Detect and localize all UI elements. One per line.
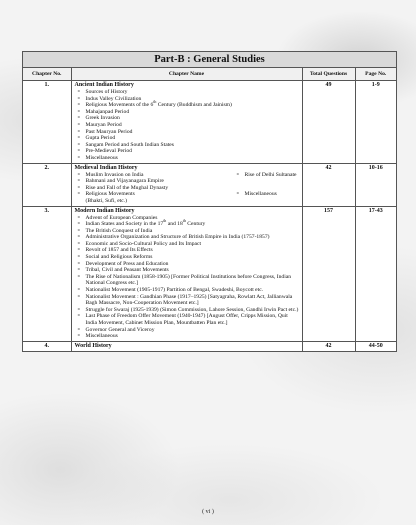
list-item: » Struggle for Swaraj (1925-1939) (Simon Commission, Lahore Session, Gandhi Irwin Pact etc.) xyxy=(75,307,299,314)
list-item: » Governor General and Viceroy xyxy=(75,327,299,334)
list-item: » Indus Valley Civilization xyxy=(75,96,299,103)
list-item: » Nationalist Movement : Gandhian Phase (1917–1925) [Satyagraha, Rowlatt Act, Jallianwala Bagh Massacre, Non-Cooperation Movement etc.] xyxy=(75,294,299,307)
chapter-title: Medieval Indian History xyxy=(74,164,138,171)
list-item: » Rise and Fall of the Mughal Dynasty xyxy=(75,185,299,192)
topic-list xyxy=(75,89,299,162)
list-item: » Pre-Medieval Period xyxy=(75,148,299,155)
list-item: » Social and Religious Reforms xyxy=(75,254,299,261)
list-item: » Rise of Delhi Sultanate xyxy=(234,172,297,179)
list-item: » Religious Movements of the 6th Century (Buddhism and Jainism) xyxy=(75,102,299,109)
list-item: » Religious Movements xyxy=(75,191,234,198)
page-range: 44-50 xyxy=(355,341,396,351)
list-item: » Nationalist Movement (1905-1917) Partition of Bengal, Swadeshi, Boycott etc. xyxy=(75,287,299,294)
topic-pair xyxy=(75,172,299,179)
list-item: » Miscellaneous xyxy=(75,155,299,162)
list-item: » Development of Press and Education xyxy=(75,261,299,268)
list-item: » The Rise of Nationalism (1858-1905) [Former Political Institutions before Congress, Indian National Congress etc.] xyxy=(75,274,299,287)
chapter-cell xyxy=(71,341,302,351)
chapter-no: 2. xyxy=(23,163,71,206)
list-item: » Sangam Period and South Indian States xyxy=(75,142,299,149)
list-item: » Muslim Invasion on India xyxy=(75,172,234,179)
chapter-cell xyxy=(71,163,302,206)
table-row xyxy=(23,81,396,164)
table-row xyxy=(23,163,396,206)
list-item: » Tribal, Civil and Peasant Movements xyxy=(75,267,299,274)
total-questions: 157 xyxy=(302,206,355,341)
chapter-title: World History xyxy=(74,342,112,349)
chapter-no: 4. xyxy=(23,341,71,351)
chapter-cell xyxy=(71,206,302,341)
chapter-title: Modern Indian History xyxy=(74,207,135,214)
topic-list xyxy=(75,215,299,340)
list-item: » Mahajanpad Period xyxy=(75,109,299,116)
table-row xyxy=(23,341,396,351)
list-item: » Miscellaneous xyxy=(234,191,277,198)
list-item: » Indian States and Society in the 17th and 18th Century xyxy=(75,221,299,228)
page-range: 17-43 xyxy=(355,206,396,341)
table-row xyxy=(23,206,396,341)
chapter-table xyxy=(23,68,396,351)
total-questions: 49 xyxy=(302,81,355,164)
chapter-no: 3. xyxy=(23,206,71,341)
page-number: ( vi ) xyxy=(202,509,214,515)
list-item: » Mauryan Period xyxy=(75,122,299,129)
page-range: 10-16 xyxy=(355,163,396,206)
list-item: » Sources of History xyxy=(75,89,299,96)
list-item: » Economic and Socio-Cultural Policy and Its Impact xyxy=(75,241,299,248)
header-chapter-name: Chapter Name xyxy=(71,68,302,81)
list-item: » Administrative Organization and Structure of British Empire in India (1757-1857) xyxy=(75,234,299,241)
page-range: 1-9 xyxy=(355,81,396,164)
chapter-title: Ancient Indian History xyxy=(74,82,134,88)
chapter-cell xyxy=(71,81,302,164)
total-questions: 42 xyxy=(302,163,355,206)
list-item: » The British Conquest of India xyxy=(75,228,299,235)
list-item: » Greek Invasion xyxy=(75,115,299,122)
contents-table xyxy=(22,51,397,352)
list-item: » Miscellaneous xyxy=(75,333,299,340)
topic-pair xyxy=(75,191,299,198)
list-item: » Advent of European Companies xyxy=(75,215,299,222)
total-questions: 42 xyxy=(302,341,355,351)
list-item: » Bahmani and Vijayanagara Empire xyxy=(75,178,299,185)
header-row xyxy=(23,68,396,81)
header-total-questions: Total Questions xyxy=(302,68,355,81)
list-item: » Gupta Period xyxy=(75,135,299,142)
header-page-no: Page No. xyxy=(355,68,396,81)
list-item: » Past Mauryan Period xyxy=(75,129,299,136)
list-item: » Revolt of 1857 and Its Effects xyxy=(75,247,299,254)
table-title: Part-B : General Studies xyxy=(23,52,396,68)
topic-list xyxy=(75,172,299,205)
header-chapter-no: Chapter No. xyxy=(23,68,71,81)
list-item: » Last Phase of Freedom Offer Movement (1940-1947) [August Offer, Cripps Mission, Quit India Movement, Cabinet Mission Plan, Mountbatten Plan etc.] xyxy=(75,313,299,326)
list-item-continuation: (Bhakti, Sufi, etc.) xyxy=(85,197,127,204)
chapter-no: 1. xyxy=(23,81,71,164)
